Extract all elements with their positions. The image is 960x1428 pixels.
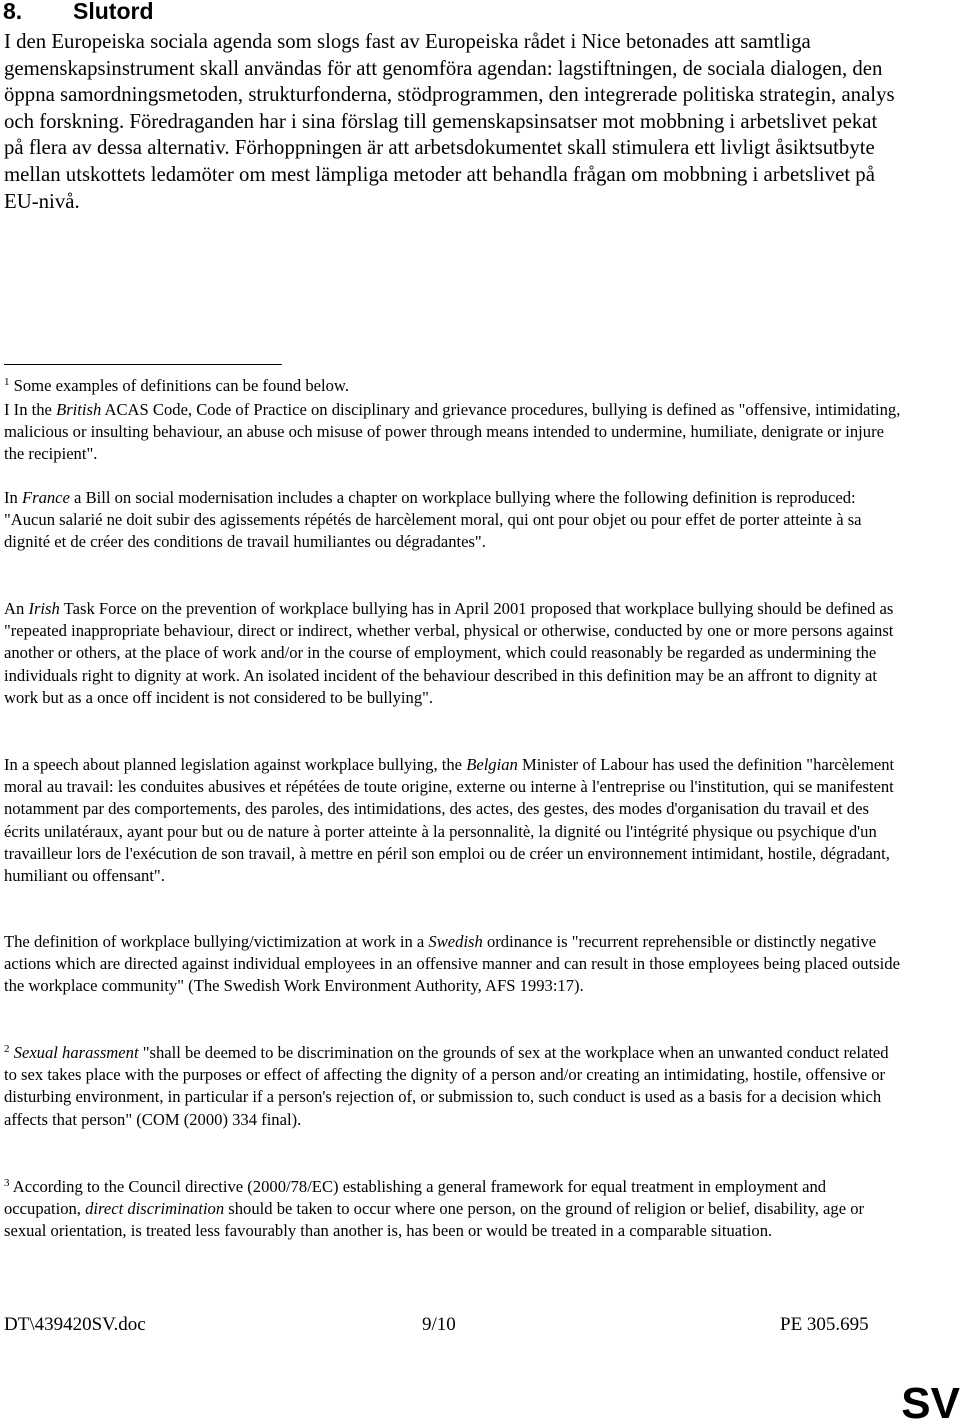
footer-doc-ref: DT\439420SV.doc xyxy=(4,1314,146,1335)
country-belgium: Belgian xyxy=(466,755,518,774)
definition-ireland-text: Task Force on the prevention of workplace bullying has in April 2001 proposed that workplace bullying should be defined as "repeated inappropriate behaviour, direct or indirect, whether verbal, physical or otherwise, conducted by one or more persons against another or others, at the place of work and/or in the course of employment, which could reasonably be regarded as undermining the individuals right to dignity at work. An isolated incident of the behaviour described in this definition may be an affront to dignity at work but as a once off incident is not considered to be bullying". xyxy=(4,599,894,707)
footnote-3-pre: According to the Council directive (2000/78/EC) establishing a general framework for equal treatment in employment and occupation, xyxy=(4,1177,827,1219)
definition-british-text: ACAS Code, Code of Practice on disciplinary and grievance procedures, bullying is defined as "offensive, intimidating, malicious or insulting behaviour, an abuse och misuse of power through means intended to undermine, humiliate, denigrate or injure the recipient". xyxy=(4,400,901,464)
definition-belgium xyxy=(4,754,904,887)
footnote-2 xyxy=(4,1042,904,1131)
footnote-1-intro-text: Some examples of definitions can be found below. xyxy=(13,376,349,395)
section-title: Slutord xyxy=(73,0,154,24)
definition-sweden-text: ordinance is "recurrent reprehensible or distinctly negative actions which are directed against individual employees in an offensive manner and can result in those employees being placed outside the workplace community" (The Swedish Work Environment Authority, AFS 1993:17). xyxy=(4,932,900,996)
footnote-separator xyxy=(4,364,282,365)
language-code: SV xyxy=(901,1379,960,1428)
footnote-2-text: "shall be deemed to be discrimination on the grounds of sex at the workplace when an unwanted conduct related to sex takes place with the purposes or effect of affecting the dignity of a person and/or creating an intimidating, hostile, offensive or disturbing environment, in particular if a person's rejection of, or submission to, such conduct is used as a basis for a decision which affects that person" (COM (2000) 334 final). xyxy=(4,1043,889,1129)
definition-sweden xyxy=(4,931,904,998)
country-sweden: Swedish xyxy=(428,932,483,951)
footnote-1-marker: 1 xyxy=(4,375,10,388)
section-number: 8. xyxy=(3,0,23,24)
footnote-3-term: direct discrimination xyxy=(85,1199,225,1219)
body-paragraph: I den Europeiska sociala agenda som slogs fast av Europeiska rådet i Nice betonades att samtliga gemenskapsinstrument skall användas för att genomföra agendan: lagstiftningen, de sociala dialogen, den öppna samordningsmetoden, strukturfonderna, stödprogrammen, den integrerade politiska strategin, analys och forskning. Föredraganden har i sina förslag till gemenskapsinsatser mot mobbning i arbetslivet pekat på flera av dessa alternativ. Förhoppningen är att arbetsdokumentet skall stimulera ett livligt åsiktsutbyte mellan utskottets ledamöter om mest lämpliga metoder att behandla frågan om mobbning i arbetslivet på EU-nivå. xyxy=(4,30,895,213)
footnote-1-intro xyxy=(4,375,904,397)
footnote-2-marker: 2 xyxy=(4,1042,10,1055)
footnote-3-text: should be taken to occur where one person, on the ground of religion or belief, disability, age or sexual orientation, is treated less favourably than another is, has been or would be treated in a comparable situation. xyxy=(4,1199,865,1241)
definition-ireland-pre: An xyxy=(4,599,29,618)
footer-page-number: 9/10 xyxy=(422,1314,456,1335)
country-ireland: Irish xyxy=(28,599,60,618)
definition-belgium-pre: In a speech about planned legislation against workplace bullying, the xyxy=(4,755,467,774)
definition-france xyxy=(4,487,904,554)
footer-pe-ref: PE 305.695 xyxy=(780,1314,869,1335)
definition-british xyxy=(4,399,904,466)
footnote-3-marker: 3 xyxy=(4,1176,10,1189)
definition-british-pre: I In the xyxy=(4,400,57,419)
footnote-3 xyxy=(4,1176,904,1243)
country-france: France xyxy=(21,488,70,507)
country-british: British xyxy=(56,400,102,419)
definition-sweden-pre: The definition of workplace bullying/victimization at work in a xyxy=(4,932,429,951)
definition-france-text: a Bill on social modernisation includes a chapter on workplace bullying where the following definition is reproduced: "Aucun salarié ne doit subir des agissements répétés de harcèlement moral, qui ont pour objet ou pour effet de porter atteinte à sa dignité et de créer des conditions de travail humiliantes ou dégradantes". xyxy=(4,488,862,552)
section-heading xyxy=(3,0,154,24)
definition-ireland xyxy=(4,598,904,709)
definition-belgium-text: Minister of Labour has used the definition "harcèlement moral au travail: les conduites abusives et répétées de toute origine, externe ou interne à l'entreprise ou l'institution, qui se manifestent notamment par des comportements, des paroles, des intimidations, des actes, des gestes, des modes d'organisation du travail et des écrits unilatéraux, ayant pour but ou de nature à porter atteinte à la personnalitè, la dignité ou l'intégrité physique ou psychique d'un travailleur lors de l'exécution de son travail, à mettre en péril son emploi ou de créer un environnement intimidant, hostile, dégradant, humiliant ou offensant". xyxy=(4,755,895,886)
footnote-2-term: Sexual harassment xyxy=(13,1043,139,1062)
definition-france-pre: In xyxy=(4,488,22,507)
